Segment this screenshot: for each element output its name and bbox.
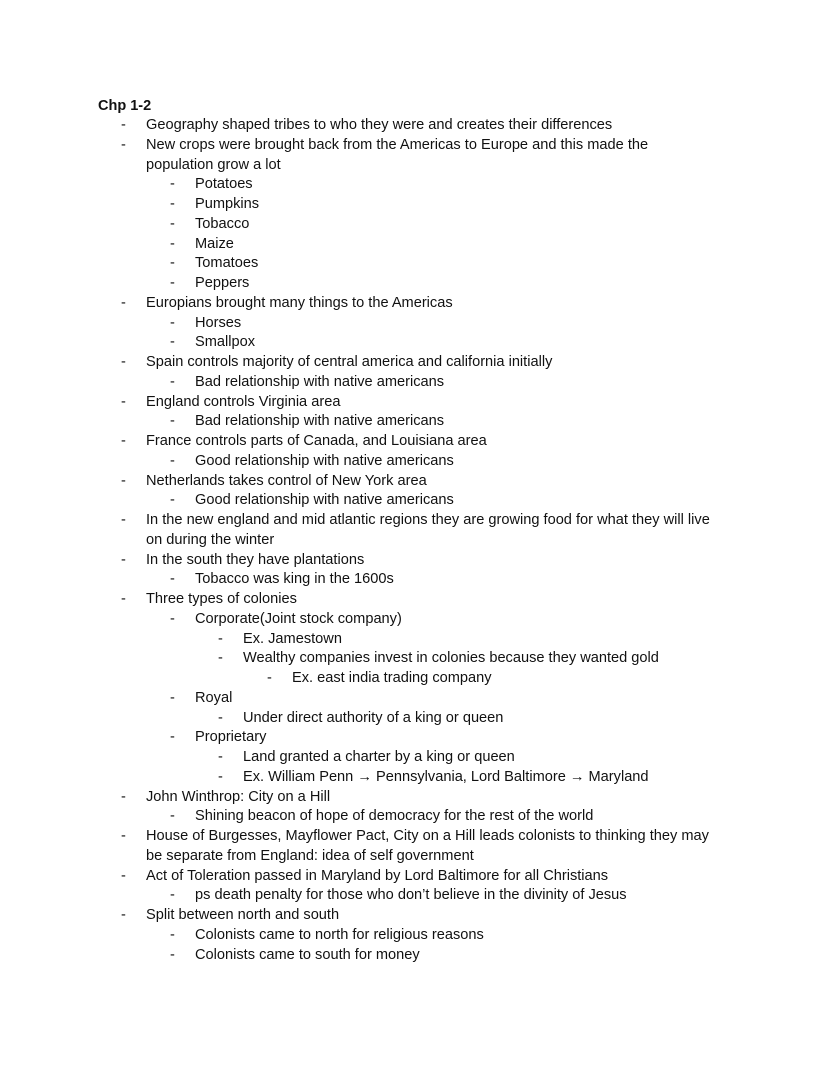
list-item-text: Ex. Jamestown xyxy=(243,630,342,647)
list-item-text: Maize xyxy=(195,235,234,252)
bullet-dash-icon: - xyxy=(121,294,126,311)
list-item-level-2 xyxy=(0,175,828,195)
bullet-dash-icon: - xyxy=(218,749,223,765)
bullet-dash-icon: - xyxy=(121,433,126,449)
list-item-text: Ex. William Penn → Pennsylvania, Lord Baltimore → Maryland xyxy=(243,768,649,785)
list-item-text: Horses xyxy=(195,314,242,331)
list-item-continuation xyxy=(0,156,828,176)
list-item-text: England controls Virginia area xyxy=(146,393,341,410)
list-item-text: Geography shaped tribes to who they were and creates their differences xyxy=(146,117,613,133)
list-item-text: New crops were brought back from the Americas to Europe and this made the xyxy=(146,136,649,153)
list-item-level-1 xyxy=(0,867,828,887)
list-item-text: Smallpox xyxy=(195,334,256,351)
list-item-text: be separate from England: idea of self government xyxy=(146,847,474,864)
list-item-level-2 xyxy=(0,195,828,215)
bullet-dash-icon: - xyxy=(170,314,175,331)
list-item-level-2 xyxy=(0,333,828,353)
bullet-dash-icon: - xyxy=(170,215,175,232)
list-item-level-3 xyxy=(0,630,828,650)
list-item-text: Europians brought many things to the Americas xyxy=(146,294,453,311)
list-item-level-2 xyxy=(0,570,828,590)
list-item-text: Peppers xyxy=(195,275,250,291)
list-item-text: Split between north and south xyxy=(146,907,340,923)
bullet-dash-icon: - xyxy=(170,610,175,627)
list-item-text: Good relationship with native americans xyxy=(195,452,454,469)
bullet-dash-icon: - xyxy=(170,946,175,963)
bullet-dash-icon: - xyxy=(170,176,175,193)
list-item-text: Tobacco xyxy=(195,215,250,232)
list-item-level-2 xyxy=(0,254,828,274)
bullet-dash-icon: - xyxy=(170,235,175,252)
bullet-dash-icon: - xyxy=(170,926,175,943)
list-item-continuation xyxy=(0,531,828,551)
list-item-level-2 xyxy=(0,274,828,294)
bullet-dash-icon: - xyxy=(121,907,126,923)
list-item-level-3 xyxy=(0,709,828,729)
bullet-dash-icon: - xyxy=(121,393,126,410)
bullet-dash-icon: - xyxy=(121,828,126,844)
list-item-level-2 xyxy=(0,728,828,748)
list-item-text: Tomatoes xyxy=(195,255,259,272)
bullet-dash-icon: - xyxy=(121,136,126,153)
bullet-list xyxy=(0,116,828,965)
list-item-level-1 xyxy=(0,472,828,492)
list-item-text: Bad relationship with native americans xyxy=(195,373,445,390)
list-item-text: France controls parts of Canada, and Louisiana area xyxy=(146,433,487,449)
list-item-text: Royal xyxy=(195,689,233,706)
list-item-text: Colonists came to north for religious reasons xyxy=(195,926,484,943)
list-item-level-1 xyxy=(0,294,828,314)
list-item-text: Tobacco was king in the 1600s xyxy=(195,571,394,588)
list-item-level-2 xyxy=(0,235,828,255)
list-item-level-1 xyxy=(0,590,828,610)
list-item-level-1 xyxy=(0,136,828,156)
list-item-text: Proprietary xyxy=(195,729,267,746)
list-item-text: Pumpkins xyxy=(195,196,260,212)
list-item-text: Colonists came to south for money xyxy=(195,946,420,963)
bullet-dash-icon: - xyxy=(170,729,175,746)
list-item-text: Wealthy companies invest in colonies because they wanted gold xyxy=(243,650,659,667)
list-item-text: House of Burgesses, Mayflower Pact, City on a Hill leads colonists to thinking they may xyxy=(146,828,709,844)
list-item-level-2 xyxy=(0,807,828,827)
list-item-text: Bad relationship with native americans xyxy=(195,413,445,430)
bullet-dash-icon: - xyxy=(170,413,175,430)
bullet-dash-icon: - xyxy=(121,551,126,568)
page-title: Chp 1-2 xyxy=(98,98,152,114)
list-item-level-2 xyxy=(0,610,828,630)
bullet-dash-icon: - xyxy=(267,670,272,686)
list-item-level-2 xyxy=(0,926,828,946)
bullet-dash-icon: - xyxy=(121,591,126,607)
bullet-dash-icon: - xyxy=(170,887,175,904)
list-item-text: Corporate(Joint stock company) xyxy=(195,610,402,627)
list-item-text: Act of Toleration passed in Maryland by Lord Baltimore for all Christians xyxy=(146,867,609,884)
list-item-level-1 xyxy=(0,788,828,808)
list-item-text: Shining beacon of hope of democracy for the rest of the world xyxy=(195,808,594,825)
list-item-level-3 xyxy=(0,768,828,788)
list-item-level-2 xyxy=(0,452,828,472)
bullet-dash-icon: - xyxy=(170,492,175,509)
list-item-level-2 xyxy=(0,314,828,334)
list-item-level-1 xyxy=(0,116,828,136)
bullet-dash-icon: - xyxy=(218,709,223,726)
list-item-text: on during the winter xyxy=(146,531,275,548)
list-item-level-2 xyxy=(0,491,828,511)
list-item-text: John Winthrop: City on a Hill xyxy=(146,788,331,805)
bullet-dash-icon: - xyxy=(170,255,175,272)
bullet-dash-icon: - xyxy=(218,768,223,785)
list-item-text: population grow a lot xyxy=(146,156,281,173)
list-item-text: Spain controls majority of central america and california initially xyxy=(146,354,553,370)
list-item-level-1 xyxy=(0,432,828,452)
list-item-text: Under direct authority of a king or queen xyxy=(243,709,504,726)
list-item-text: Potatoes xyxy=(195,176,253,193)
bullet-dash-icon: - xyxy=(170,808,175,825)
list-item-level-2 xyxy=(0,215,828,235)
list-item-text: Ex. east india trading company xyxy=(292,670,492,686)
bullet-dash-icon: - xyxy=(121,867,126,884)
list-item-level-2 xyxy=(0,412,828,432)
bullet-dash-icon: - xyxy=(170,196,175,212)
list-item-level-1 xyxy=(0,827,828,847)
list-item-level-1 xyxy=(0,906,828,926)
bullet-dash-icon: - xyxy=(121,512,126,528)
list-item-text: Good relationship with native americans xyxy=(195,492,454,509)
list-item-text: ps death penalty for those who don’t believe in the divinity of Jesus xyxy=(195,887,627,904)
bullet-dash-icon: - xyxy=(170,689,175,706)
bullet-dash-icon: - xyxy=(121,354,126,370)
list-item-level-2 xyxy=(0,946,828,966)
bullet-dash-icon: - xyxy=(218,630,223,647)
list-item-level-1 xyxy=(0,511,828,531)
list-item-level-1 xyxy=(0,353,828,373)
list-item-level-2 xyxy=(0,689,828,709)
list-item-text: Three types of colonies xyxy=(146,591,297,607)
list-item-text: In the south they have plantations xyxy=(146,551,365,568)
bullet-dash-icon: - xyxy=(170,571,175,588)
bullet-dash-icon: - xyxy=(170,373,175,390)
list-item-continuation xyxy=(0,847,828,867)
list-item-level-2 xyxy=(0,373,828,393)
bullet-dash-icon: - xyxy=(170,452,175,469)
bullet-dash-icon: - xyxy=(170,275,175,291)
list-item-text: In the new england and mid atlantic regions they are growing food for what they will live xyxy=(146,512,710,528)
bullet-dash-icon: - xyxy=(121,788,126,805)
bullet-dash-icon: - xyxy=(121,472,126,489)
list-item-text: Netherlands takes control of New York area xyxy=(146,472,427,489)
list-item-level-4 xyxy=(0,669,828,689)
list-item-level-2 xyxy=(0,886,828,906)
bullet-dash-icon: - xyxy=(218,650,223,667)
bullet-dash-icon: - xyxy=(121,117,126,133)
list-item-level-1 xyxy=(0,551,828,571)
bullet-dash-icon: - xyxy=(170,334,175,351)
list-item-level-1 xyxy=(0,393,828,413)
list-item-level-3 xyxy=(0,649,828,669)
list-item-text: Land granted a charter by a king or queen xyxy=(243,749,515,765)
list-item-level-3 xyxy=(0,748,828,768)
